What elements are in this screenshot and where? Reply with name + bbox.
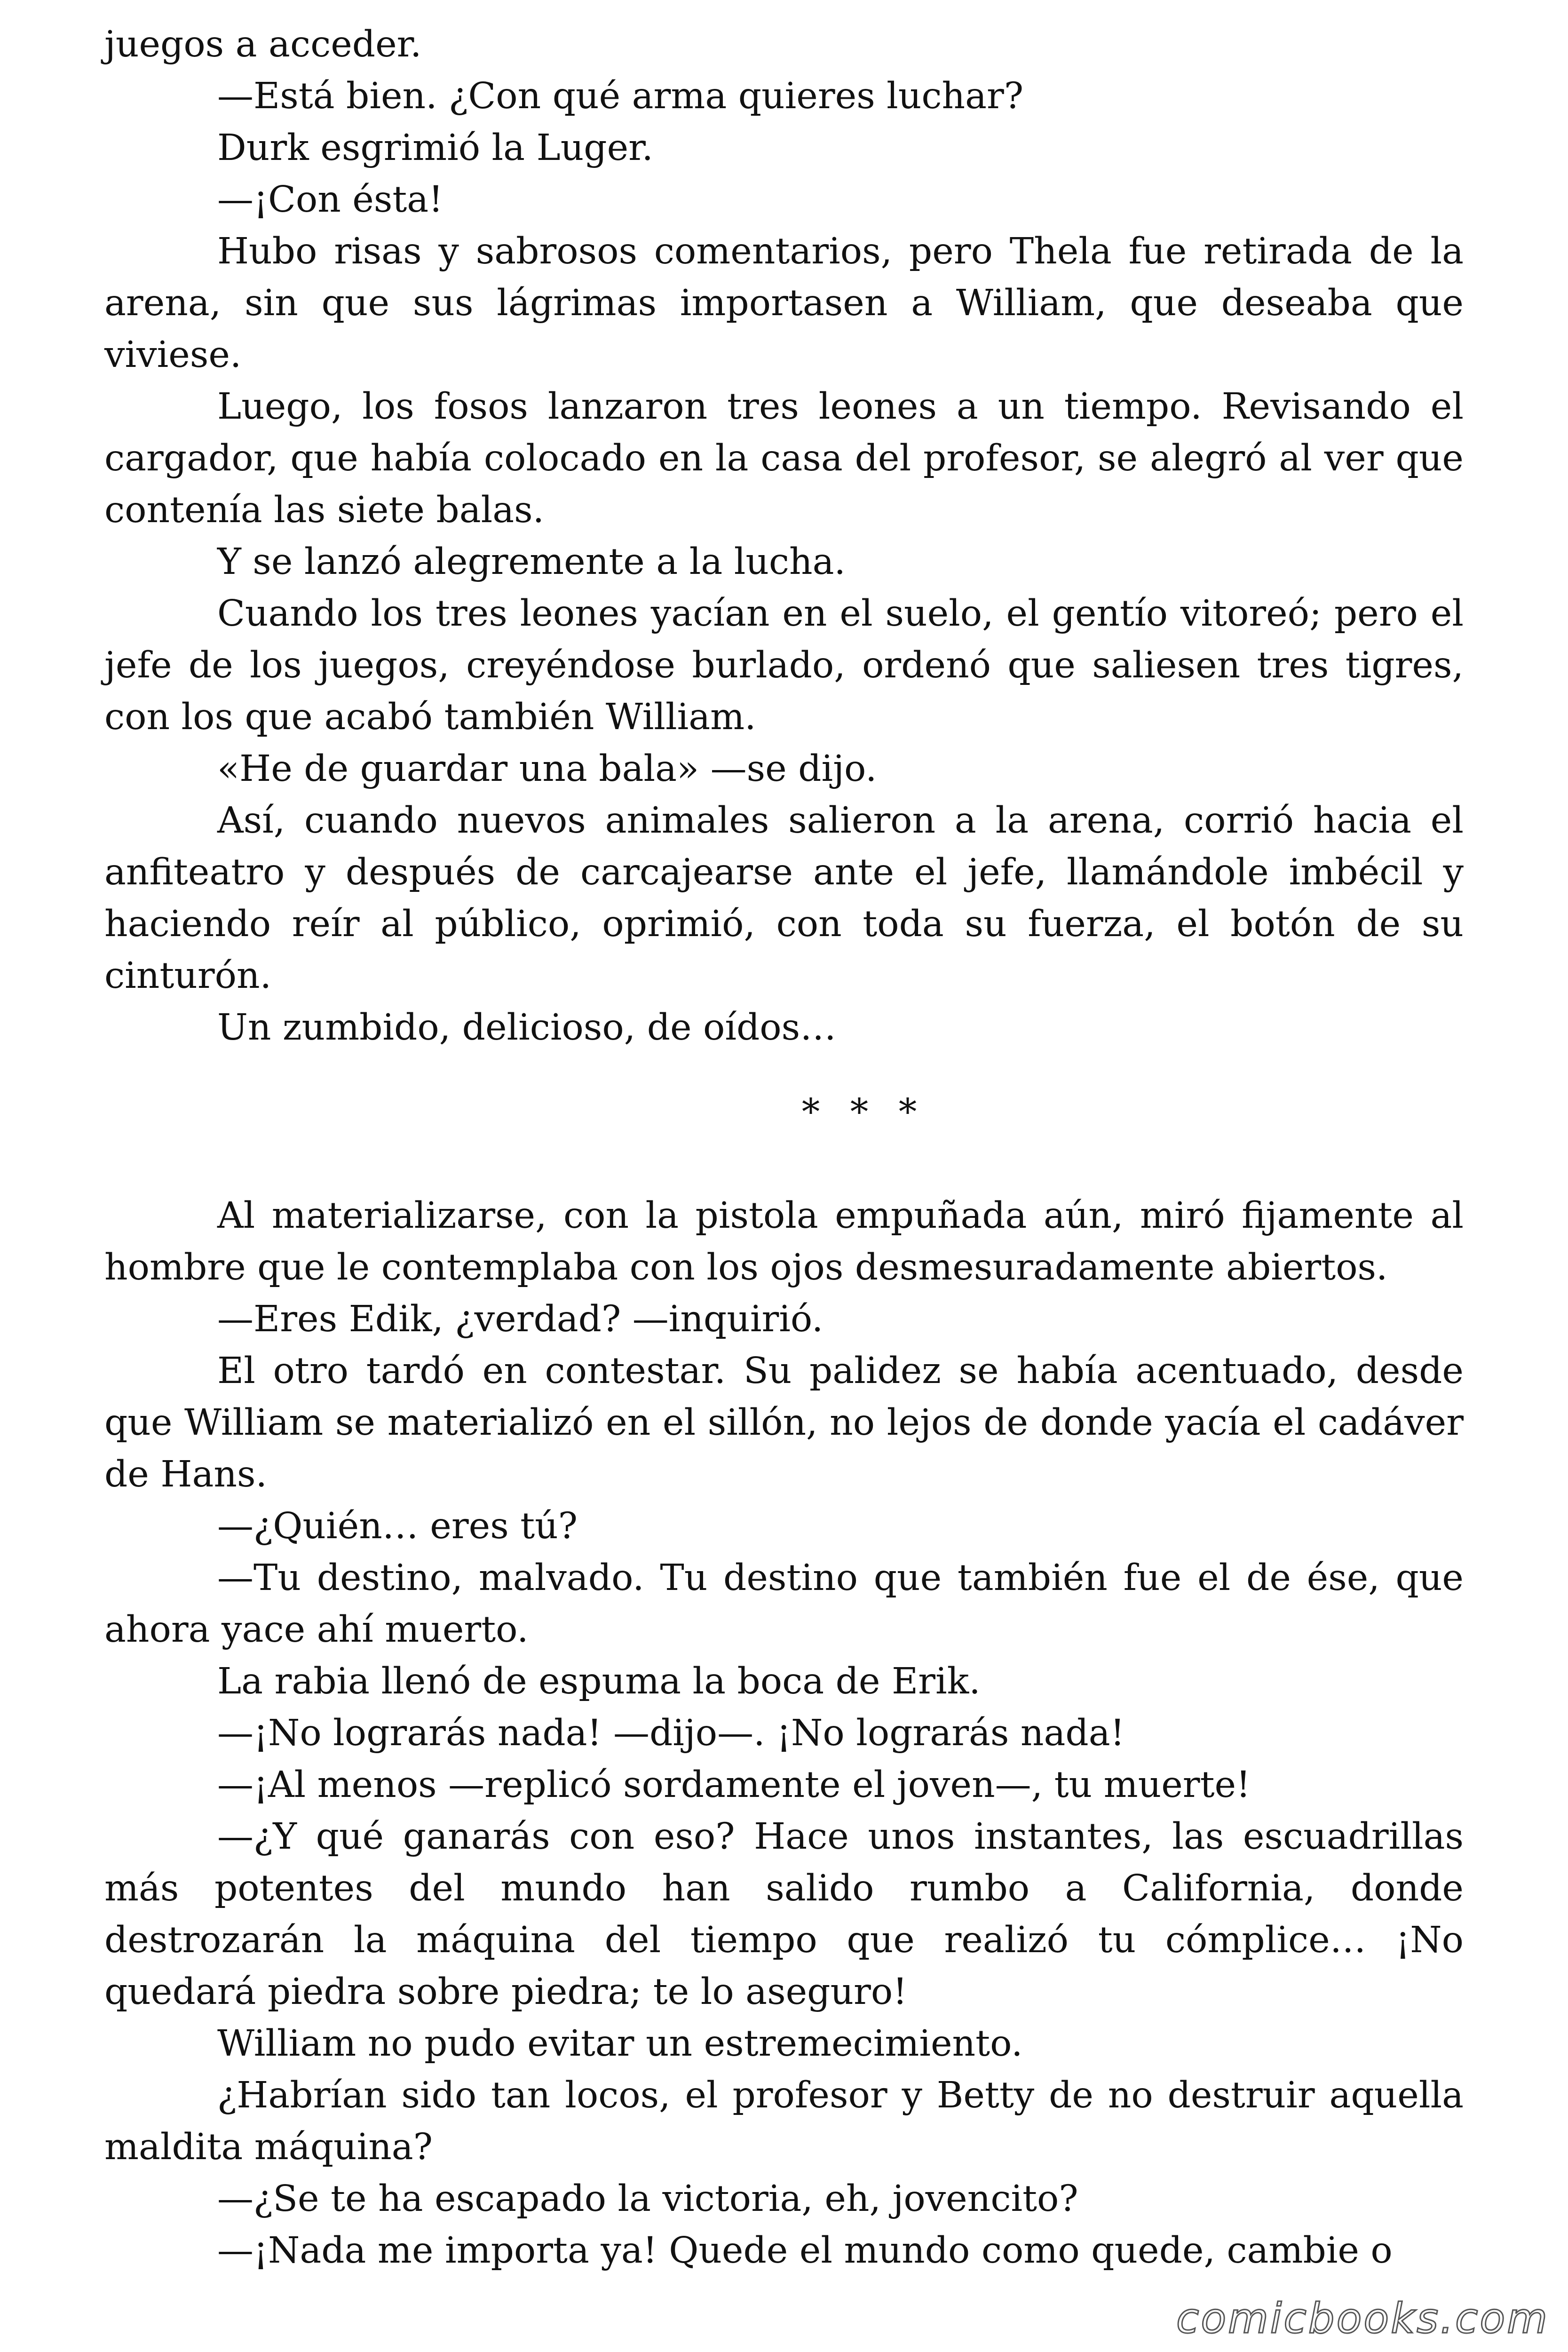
paragraph: —Tu destino, malvado. Tu destino que también fue el de ése, que ahora yace ahí muerto. — [104, 1557, 1464, 1651]
paragraph: Durk esgrimió la Luger. — [217, 127, 653, 169]
paragraph: —¡Nada me importa ya! Quede el mundo como quede, cambie o — [217, 2230, 1393, 2272]
paragraph: —¿Y qué ganarás con eso? Hace unos instantes, las escuadrillas más potentes del mundo han salido rumbo a California, donde destrozarán la máquina del tiempo que realizó tu cómplice… ¡No quedará piedra sobre piedra; te lo aseguro! — [104, 1816, 1464, 2013]
paragraph: Un zumbido, delicioso, de oídos… — [217, 1007, 837, 1049]
paragraph: Y se lanzó alegremente a la lucha. — [217, 541, 846, 583]
paragraph: Luego, los fosos lanzaron tres leones a un tiempo. Revisando el cargador, que había colocado en la casa del profesor, se alegró al ver que contenía las siete balas. — [104, 386, 1464, 531]
paragraph: «He de guardar una bala» —se dijo. — [217, 748, 877, 790]
paragraph: La rabia llenó de espuma la boca de Erik. — [217, 1661, 981, 1702]
paragraph: Cuando los tres leones yacían en el suelo, el gentío vitoreó; pero el jefe de los juegos, creyéndose burlado, ordenó que saliesen tres tigres, con los que acabó también William. — [104, 593, 1464, 738]
paragraph: —¡Con ésta! — [217, 179, 443, 221]
scene-break-separator: * * * — [801, 1091, 927, 1133]
paragraph: —Eres Edik, ¿verdad? —inquirió. — [217, 1298, 824, 1340]
paragraph: —¿Se te ha escapado la victoria, eh, jovencito? — [217, 2178, 1078, 2220]
paragraph: —¡Al menos —replicó sordamente el joven—, tu muerte! — [217, 1764, 1251, 1806]
paragraph: William no pudo evitar un estremecimiento. — [217, 2023, 1023, 2065]
paragraph: Al materializarse, con la pistola empuñada aún, miró fijamente al hombre que le contemplaba con los ojos desmesuradamente abiertos. — [104, 1195, 1464, 1288]
book-page — [104, 19, 1464, 2277]
paragraph: —¡No lograrás nada! —dijo—. ¡No lograrás nada! — [217, 1712, 1125, 1754]
paragraph: Hubo risas y sabrosos comentarios, pero Thela fue retirada de la arena, sin que sus lágrimas importasen a William, que deseaba que viviese. — [104, 230, 1464, 376]
watermark: comicbooks.com — [1176, 2294, 1549, 2343]
paragraph: —Está bien. ¿Con qué arma quieres luchar? — [217, 75, 1024, 117]
paragraph: —¿Quién… eres tú? — [217, 1505, 578, 1547]
paragraph: ¿Habrían sido tan locos, el profesor y Betty de no destruir aquella maldita máquina? — [104, 2074, 1464, 2168]
paragraph: Así, cuando nuevos animales salieron a la arena, corrió hacia el anfiteatro y después de carcajearse ante el jefe, llamándole imbécil y haciendo reír al público, oprimió, con toda su fuerza, el botón de su cinturón. — [104, 800, 1464, 997]
paragraph: juegos a acceder. — [104, 24, 422, 65]
paragraph: El otro tardó en contestar. Su palidez se había acentuado, desde que William se materializó en el sillón, no lejos de donde yacía el cadáver de Hans. — [104, 1350, 1464, 1495]
